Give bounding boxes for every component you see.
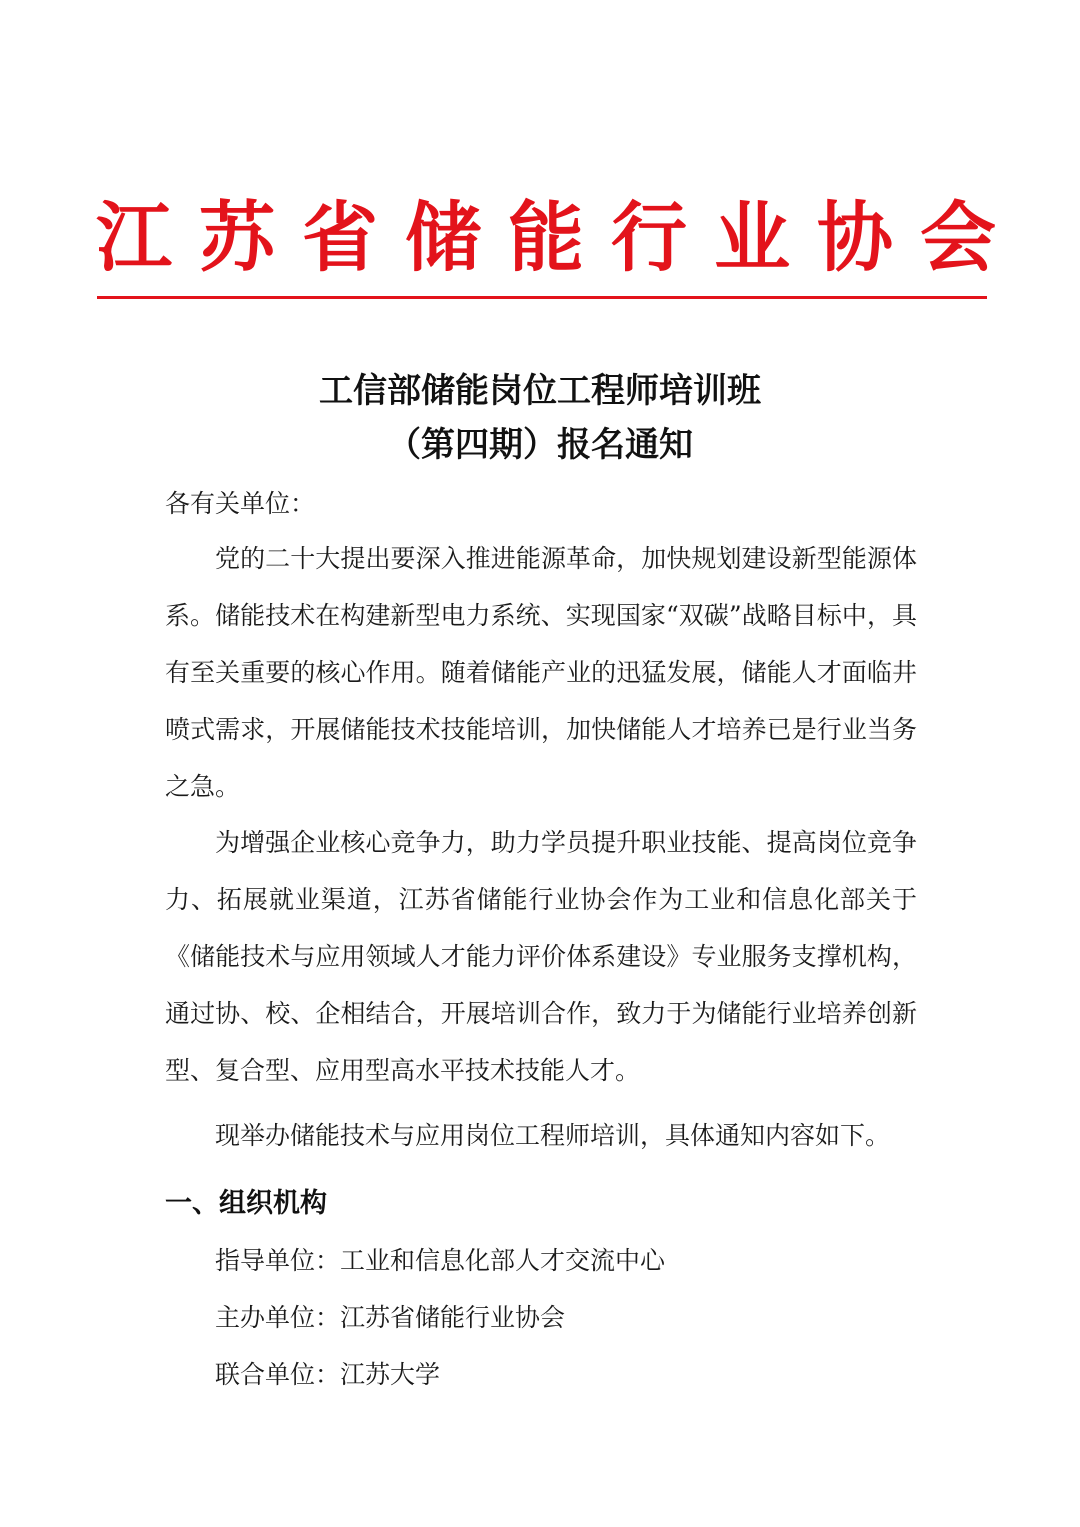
- salutation: 各有关单位：: [165, 489, 316, 518]
- section-heading-organization: 一、组织机构: [165, 1188, 327, 1219]
- document-title: 工信部储能岗位工程师培训班: [319, 371, 761, 411]
- letterhead-char: 苏: [199, 193, 275, 282]
- list-item: [215, 1346, 915, 1403]
- organization-letterhead: [96, 188, 996, 288]
- paragraph-1: 党的二十大提出要深入推进能源革命，加快规划建设新型能源体系。储能技术在构建新型电力系统、实现国家“双碳”战略目标中，具有至关重要的核心作用。随着储能产业的迅猛发展，储能人才面临井喷式需求，开展储能技术技能培训，加快储能人才培养已是行业当务之急。: [165, 544, 917, 801]
- letterhead-char: 会: [920, 193, 996, 282]
- letterhead-char: 省: [302, 193, 378, 282]
- letterhead-divider: [97, 296, 987, 299]
- list-item: [215, 1232, 915, 1289]
- org-value: 工业和信息化部人才交流中心: [340, 1246, 666, 1275]
- org-label: 主办单位：: [215, 1303, 341, 1332]
- paragraph-2: 为增强企业核心竞争力，助力学员提升职业技能、提高岗位竞争力、拓展就业渠道，江苏省储能行业协会作为工业和信息化部关于《储能技术与应用领域人才能力评价体系建设》专业服务支撑机构，通过协、校、企相结合，开展培训合作，致力于为储能行业培养创新型、复合型、应用型高水平技术技能人才。: [165, 828, 917, 1085]
- letterhead-char: 能: [508, 193, 584, 282]
- org-value: 江苏省储能行业协会: [340, 1303, 566, 1332]
- letterhead-char: 储: [405, 193, 481, 282]
- document-subtitle: （第四期）报名通知: [387, 425, 693, 465]
- letterhead-char: 业: [714, 193, 790, 282]
- list-item: [215, 1289, 915, 1346]
- org-label: 指导单位：: [215, 1246, 341, 1275]
- letterhead-char: 江: [96, 193, 172, 282]
- letterhead-char: 协: [817, 193, 893, 282]
- org-label: 联合单位：: [215, 1360, 341, 1389]
- org-value: 江苏大学: [340, 1360, 441, 1389]
- paragraph-3: 现举办储能技术与应用岗位工程师培训，具体通知内容如下。: [215, 1121, 891, 1150]
- organization-list: [215, 1232, 915, 1403]
- letterhead-char: 行: [611, 193, 687, 282]
